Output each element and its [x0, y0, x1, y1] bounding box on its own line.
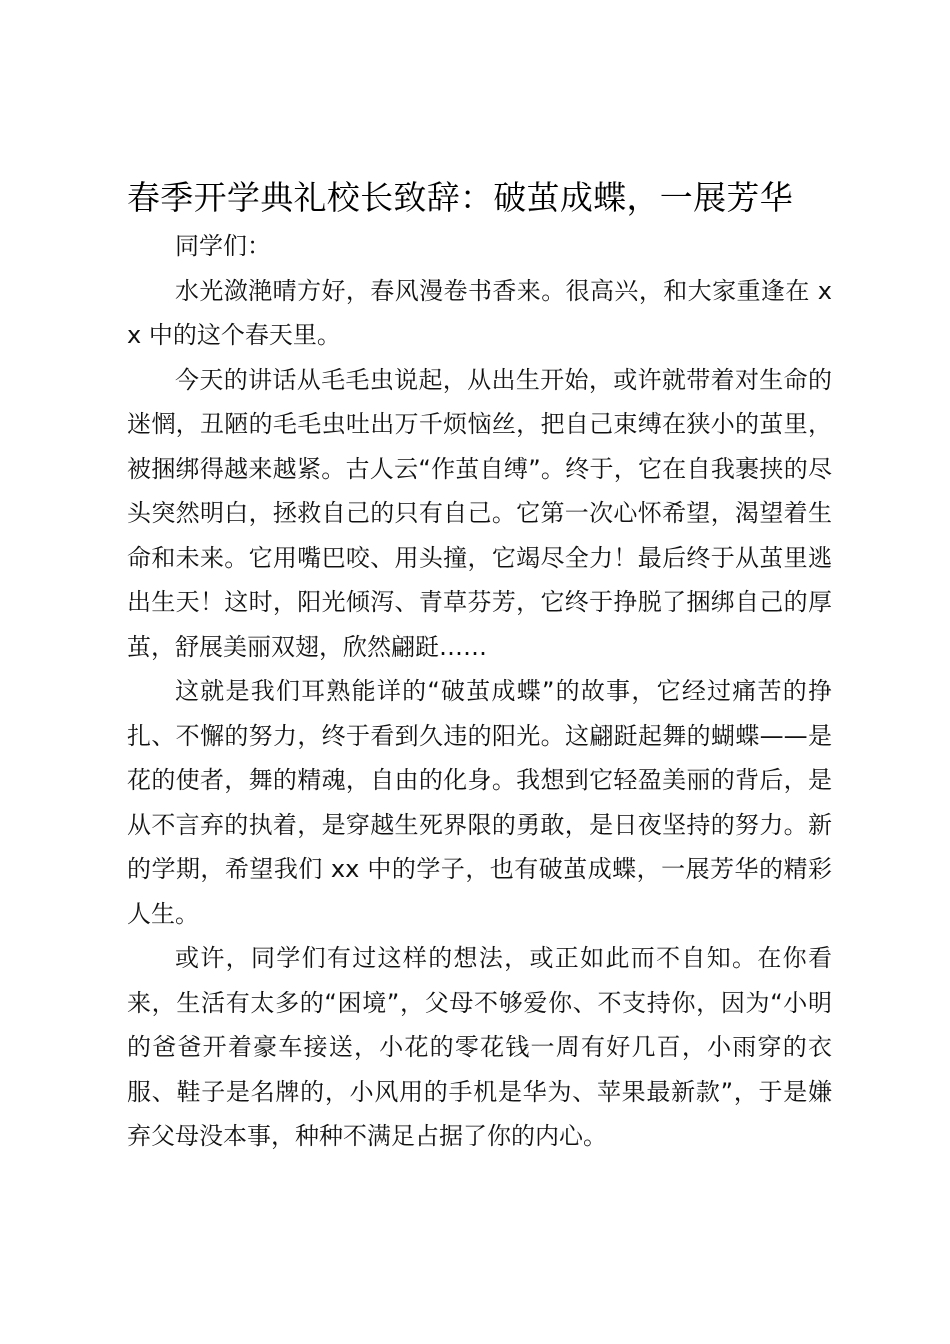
paragraph-4: 或许，同学们有过这样的想法，或正如此而不自知。在你看来，生活有太多的“困境”，父母不够爱你、不支持你，因为“小明的爸爸开着豪车接送，小花的零花钱一周有好几百，小雨穿的衣服、鞋子是名牌的，小风用的手机是华为、苹果最新款”，于是嫌弃父母没本事，种种不满足占据了你的内心。 [127, 944, 832, 1150]
paragraph-3: 这就是我们耳熟能详的“破茧成蝶”的故事，它经过痛苦的挣扎、不懈的努力，终于看到久违的阳光。这翩跹起舞的蝴蝶——是花的使者，舞的精魂，自由的化身。我想到它轻盈美丽的背后，是从不言弃的执着，是穿越生死界限的勇敢，是日夜坚持的努力。新的学期，希望我们 xx 中的学子，也有破茧成蝶，一展芳华的精彩人生。 [127, 677, 832, 928]
document-title: 春季开学典礼校长致辞：破茧成蝶，一展芳华 [127, 178, 793, 217]
greeting: 同学们： [175, 232, 271, 260]
paragraph-1: 水光潋滟晴方好，春风漫卷书香来。很高兴，和大家重逢在 xx 中的这个春天里。 [127, 276, 832, 349]
document-body [127, 177, 832, 1159]
paragraph-2: 今天的讲话从毛毛虫说起，从出生开始，或许就带着对生命的迷惘，丑陋的毛毛虫吐出万千烦恼丝，把自己束缚在狭小的茧里，被捆绑得越来越紧。古人云“作茧自缚”。终于，它在自我裹挟的尽头突然明白，拯救自己的只有自己。它第一次心怀希望，渴望着生命和未来。它用嘴巴咬、用头撞，它竭尽全力！最后终于从茧里逃出生天！这时，阳光倾泻、青草芬芳，它终于挣脱了捆绑自己的厚茧，舒展美丽双翅，欣然翩跹…… [127, 365, 832, 661]
